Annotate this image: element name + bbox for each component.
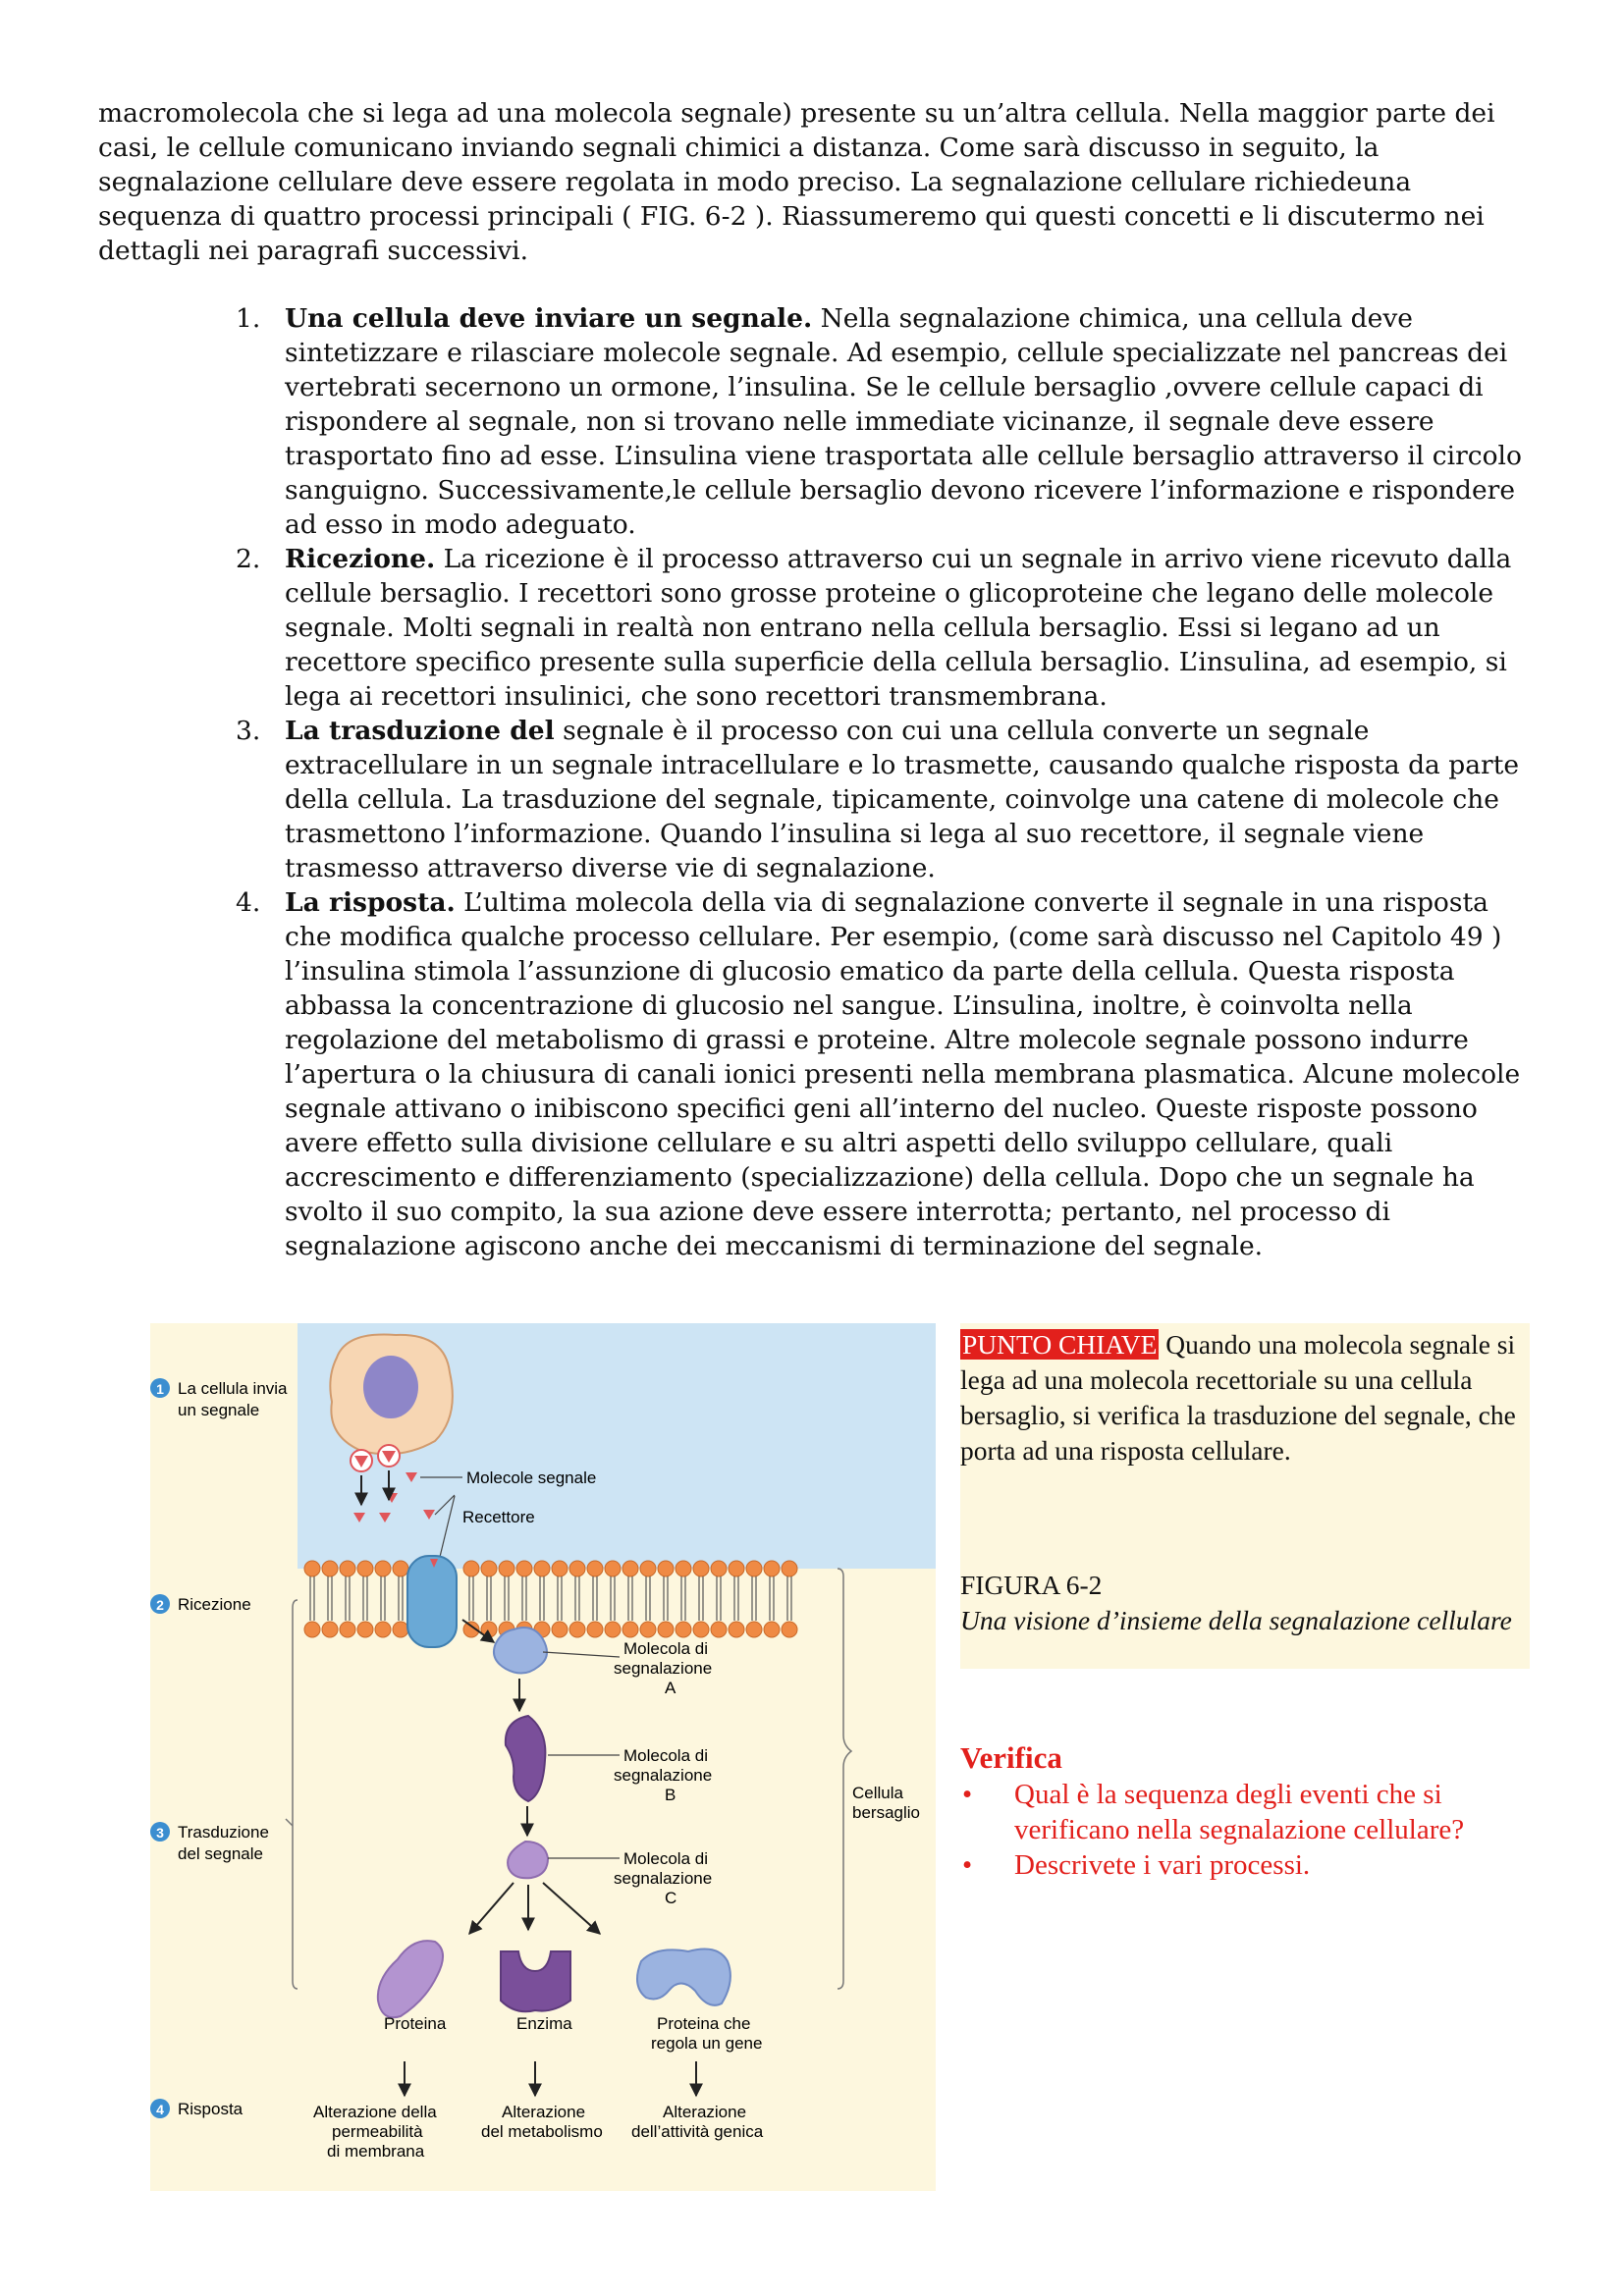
svg-text:4: 4 <box>156 2102 164 2117</box>
resp-membrane-2: permeabilità <box>332 2122 423 2141</box>
mol-c-label-3: C <box>665 1889 677 1907</box>
mol-b-label-1: Molecola di <box>623 1746 708 1765</box>
resp-gene-2: dell’attività genica <box>631 2122 764 2141</box>
receptor-label: Recettore <box>462 1508 535 1526</box>
transduction-bracket <box>293 1600 298 1989</box>
list-item <box>236 885 1532 1263</box>
steps-list <box>236 301 1532 1263</box>
resp-gene-1: Alterazione <box>663 2103 747 2121</box>
resp-membrane-1: Alterazione della <box>313 2103 437 2121</box>
gene-regulating-protein <box>637 1949 730 2005</box>
svg-text:1: 1 <box>156 1381 164 1397</box>
verifica-list <box>960 1777 1540 1883</box>
list-item-text: La ricezione è il processo attraverso cui un segnale in arrivo viene ricevuto dalla cellule bersaglio. I recettori sono grosse proteine o glicoproteine che legano delle molecole segnale. Molti segnali in realtà non entrano nella cellula bersaglio. Essi si legano ad un recettore specifico presente sulla superficie della cellula bersaglio. L’insulina, ad esempio, si lega ai recettori insulinici, che sono recettori transmembrana. <box>285 544 1512 712</box>
intro-paragraph: macromolecola che si lega ad una molecola segnale) presente su un’altra cellula. Nella maggior parte dei casi, le cellule comunicano inviando segnali chimici a distanza. Come sarà discusso in seguito, la segnalazione cellulare deve essere regolata in modo preciso. La segnalazione cellulare richiedeuna sequenza di quattro processi principali ( FIG. 6-2 ). Riassumeremo qui questi concetti e li discutermo nei dettagli nei paragrafi successivi. <box>98 98 1495 266</box>
mol-c-label-1: Molecola di <box>623 1849 708 1868</box>
verifica-section <box>960 1739 1540 1883</box>
enzyme-label: Enzima <box>516 2014 572 2033</box>
list-item <box>236 714 1532 885</box>
signaling-diagram <box>150 1323 936 2191</box>
svg-text:un segnale: un segnale <box>178 1401 260 1419</box>
list-item <box>960 1847 1540 1883</box>
target-cell-label-2: bersaglio <box>852 1803 920 1822</box>
svg-text:La cellula invia: La cellula invia <box>178 1379 288 1398</box>
molecule-c <box>508 1842 548 1878</box>
resp-membrane-3: di membrana <box>327 2142 425 2161</box>
svg-text:Risposta: Risposta <box>178 2100 243 2118</box>
list-item-title: La trasduzione del <box>285 716 555 746</box>
list-number: 2. <box>236 544 261 574</box>
verifica-title: Verifica <box>960 1740 1062 1775</box>
mol-b-label-3: B <box>665 1786 676 1804</box>
protein-label: Proteina <box>384 2014 447 2033</box>
mol-a-label-1: Molecola di <box>623 1639 708 1658</box>
step-1-label <box>150 1378 288 1419</box>
sending-cell <box>330 1334 453 1454</box>
mol-a-label-2: segnalazione <box>614 1659 713 1678</box>
step-3-label <box>150 1822 269 1863</box>
enzyme <box>501 1951 570 2011</box>
verifica-question: Qual è la sequenza degli eventi che si verificano nella segnalazione cellulare? <box>1014 1779 1465 1845</box>
figure-number: FIGURA 6-2 <box>960 1570 1103 1600</box>
step-2-label <box>150 1594 251 1614</box>
signal-molecules-label: Molecole segnale <box>466 1468 597 1487</box>
list-item <box>236 301 1532 542</box>
list-item <box>236 542 1532 714</box>
key-point-tag: PUNTO CHIAVE <box>962 1329 1158 1360</box>
gene-protein-label-2: regola un gene <box>651 2034 763 2053</box>
list-item-text: Nella segnalazione chimica, una cellula deve sintetizzare e rilasciare molecole segnale. Ad esempio, cellule specializzate nel pancreas dei vertebrati secernono un ormone, l’insulina. Se le cellule bersaglio ,ovvere cellule capaci di rispondere al segnale, non si trovano nelle immediate vicinanze, il segnale deve essere trasportato fino ad esse. L’insulina viene trasportata alle cellule bersaglio attraverso il circolo sanguigno. Successivamente,le cellule bersaglio devono ricevere l’informazione e rispondere ad esso in modo adeguato. <box>285 303 1522 540</box>
svg-text:del segnale: del segnale <box>178 1844 263 1863</box>
bullet: • <box>962 1849 973 1881</box>
list-number: 1. <box>236 303 261 334</box>
verifica-question: Descrivete i vari processi. <box>1014 1849 1311 1881</box>
resp-metabolism-1: Alterazione <box>502 2103 586 2121</box>
svg-text:2: 2 <box>156 1597 164 1613</box>
list-number: 4. <box>236 887 261 918</box>
key-point-text <box>960 1327 1525 1468</box>
receptor <box>407 1556 457 1647</box>
plasma-membrane <box>304 1561 797 1637</box>
svg-text:Ricezione: Ricezione <box>178 1595 251 1614</box>
bullet: • <box>962 1779 973 1810</box>
svg-text:Trasduzione: Trasduzione <box>178 1823 269 1842</box>
figure-caption <box>960 1568 1525 1638</box>
list-item-title: La risposta. <box>285 887 456 918</box>
list-item <box>960 1777 1540 1847</box>
protein <box>378 1941 443 2017</box>
molecule-a <box>494 1628 547 1674</box>
list-item-text: L’ultima molecola della via di segnalazione converte il segnale in una risposta che modifica qualche processo cellulare. Per esempio, (come sarà discusso nel Capitolo 49 ) l’insulina stimola l’assunzione di glucosio ematico da parte della cellula. Questa risposta abbassa la concentrazione di glucosio nel sangue. L’insulina, inoltre, è coinvolta nella regolazione del metabolismo di grassi e proteine. Altre molecole segnale possono indurre l’apertura o la chiusura di canali ionici presenti nella membrana plasmatica. Alcune molecole segnale attivano o inibiscono specifici geni all’interno del nucleo. Queste risposte possono avere effetto sulla divisione cellulare e su altri aspetti dello sviluppo cellulare, quali accrescimento e differenziamento (specializzazione) della cellula. Dopo che un segnale ha svolto il suo compito, la sua azione deve essere interrotta; pertanto, nel processo di segnalazione agiscono anche dei meccanismi di terminazione del segnale. <box>285 887 1521 1261</box>
svg-text:3: 3 <box>156 1825 164 1841</box>
mol-a-label-3: A <box>665 1679 676 1697</box>
list-item-title: Una cellula deve inviare un segnale. <box>285 303 813 334</box>
signaling-figure <box>150 1323 936 2191</box>
list-item-title: Ricezione. <box>285 544 436 574</box>
list-item-text: segnale è il processo con cui una cellula converte un segnale extracellulare in un segnale intracellulare e lo trasmette, causando qualche risposta da parte della cellula. La trasduzione del segnale, tipicamente, coinvolge una catene di molecole che trasmettono l’informazione. Quando l’insulina si lega al suo recettore, il segnale viene trasmesso attraverso diverse vie di segnalazione. <box>285 716 1520 883</box>
mol-b-label-2: segnalazione <box>614 1766 713 1785</box>
key-point-body: Quando una molecola segnale si lega ad una molecola recettoriale su una cellula bersaglio, si verifica la trasduzione del segnale, che porta ad una risposta cellulare. <box>960 1329 1516 1466</box>
molecule-b <box>506 1716 546 1801</box>
target-cell-label-1: Cellula <box>852 1784 903 1802</box>
figure-title: Una visione d’insieme della segnalazione cellulare <box>960 1605 1512 1635</box>
mol-c-label-2: segnalazione <box>614 1869 713 1888</box>
step-4-label <box>150 2099 243 2118</box>
list-number: 3. <box>236 716 261 746</box>
target-cell-bracket <box>838 1569 851 1989</box>
gene-protein-label-1: Proteina che <box>657 2014 751 2033</box>
resp-metabolism-2: del metabolismo <box>481 2122 603 2141</box>
